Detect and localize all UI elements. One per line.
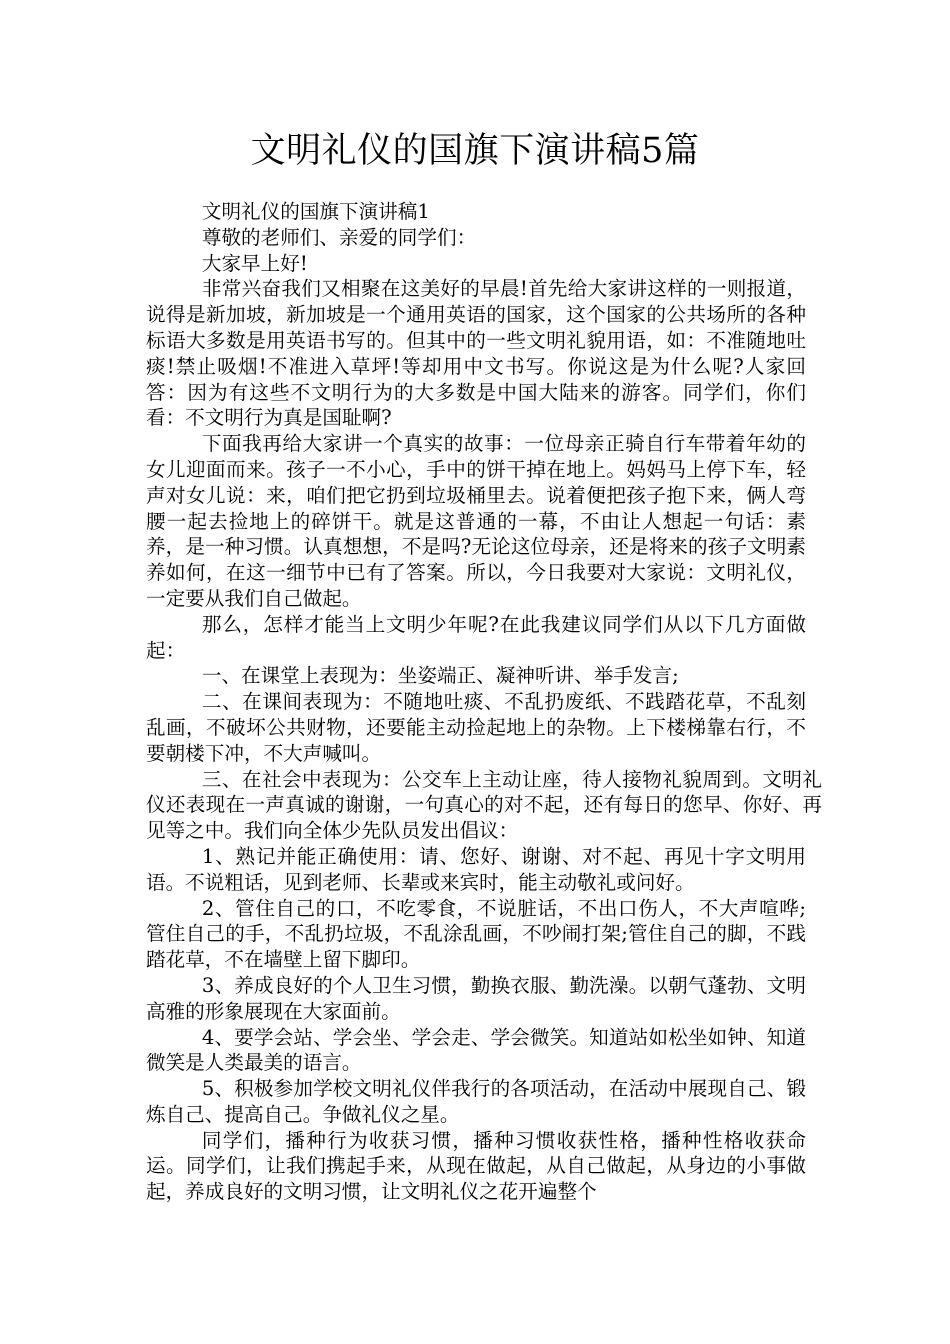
paragraph: 同学们，播种行为收获习惯，播种习惯收获性格，播种性格收获命运。同学们，让我们携起手来，从现在做起，从自己做起，从身边的小事做起，养成良好的文明习惯，让文明礼仪之花开遍整个 <box>146 1128 806 1204</box>
paragraph: 那么，怎样才能当上文明少年呢?在此我建议同学们从以下几方面做起： <box>146 612 806 662</box>
paragraph: 非常兴奋我们又相聚在这美好的早晨!首先给大家讲这样的一则报道，说得是新加坡，新加坡是一个通用英语的国家，这个国家的公共场所的各种标语大多数是用英语书写的。但其中的一些文明礼貌用语，如：不准随地吐痰!禁止吸烟!不准进入草坪!等却用中文书写。你说这是为什么呢?人家回答：因为有这些不文明行为的大多数是中国大陆来的游客。同学们，你们看：不文明行为真是国耻啊? <box>146 277 806 430</box>
list-item: 3、养成良好的个人卫生习惯，勤换衣服、勤洗澡。以朝气蓬勃、文明高雅的形象展现在大家面前。 <box>146 973 806 1023</box>
greeting: 大家早上好! <box>201 251 308 275</box>
list-item: 4、要学会站、学会坐、学会走、学会微笑。知道站如松坐如钟、知道微笑是人类最美的语言。 <box>146 1025 806 1075</box>
list-item: 三、在社会中表现为：公交车上主动让座，待人接物礼貌周到。文明礼仪还表现在一声真诚的谢谢，一句真心的对不起，还有每日的您早、你好、再见等之中。我们向全体少先队员发出倡议： <box>146 767 822 843</box>
list-item: 1、熟记并能正确使用：请、您好、谢谢、对不起、再见十字文明用语。不说粗话，见到老师、长辈或来宾时，能主动敬礼或问好。 <box>146 844 806 894</box>
document-body <box>146 199 822 1205</box>
list-item: 一、在课堂上表现为：坐姿端正、凝神听讲、举手发言; <box>201 664 679 688</box>
list-item: 5、积极参加学校文明礼仪伴我行的各项活动，在活动中展现自己、锻炼自己、提高自己。争做礼仪之星。 <box>146 1077 806 1126</box>
paragraph: 下面我再给大家讲一个真实的故事：一位母亲正骑自行车带着年幼的女儿迎面而来。孩子一不小心，手中的饼干掉在地上。妈妈马上停下车，轻声对女儿说：来，咱们把它扔到垃圾桶里去。说着便把孩子抱下来，俩人弯腰一起去捡地上的碎饼干。就是这普通的一幕，不由让人想起一句话：素养，是一种习惯。认真想想，不是吗?无论这位母亲，还是将来的孩子文明素养如何，在这一细节中已有了答案。所以，今日我要对大家说：文明礼仪，一定要从我们自己做起。 <box>146 432 806 610</box>
list-item: 二、在课间表现为：不随地吐痰、不乱扔废纸、不践踏花草，不乱刻乱画，不破坏公共财物，还要能主动捡起地上的杂物。上下楼梯靠右行，不要朝楼下冲，不大声喊叫。 <box>146 690 806 765</box>
list-item: 2、管住自己的口，不吃零食，不说脏话，不出口伤人，不大声喧哗;管住自己的手，不乱扔垃圾，不乱涂乱画，不吵闹打架;管住自己的脚，不践踏花草，不在墙壁上留下脚印。 <box>146 896 806 972</box>
salutation: 尊敬的老师们、亲爱的同学们： <box>201 225 477 249</box>
section-heading: 文明礼仪的国旗下演讲稿1 <box>201 200 430 223</box>
document-title: 文明礼仪的国旗下演讲稿5篇 <box>250 131 700 171</box>
